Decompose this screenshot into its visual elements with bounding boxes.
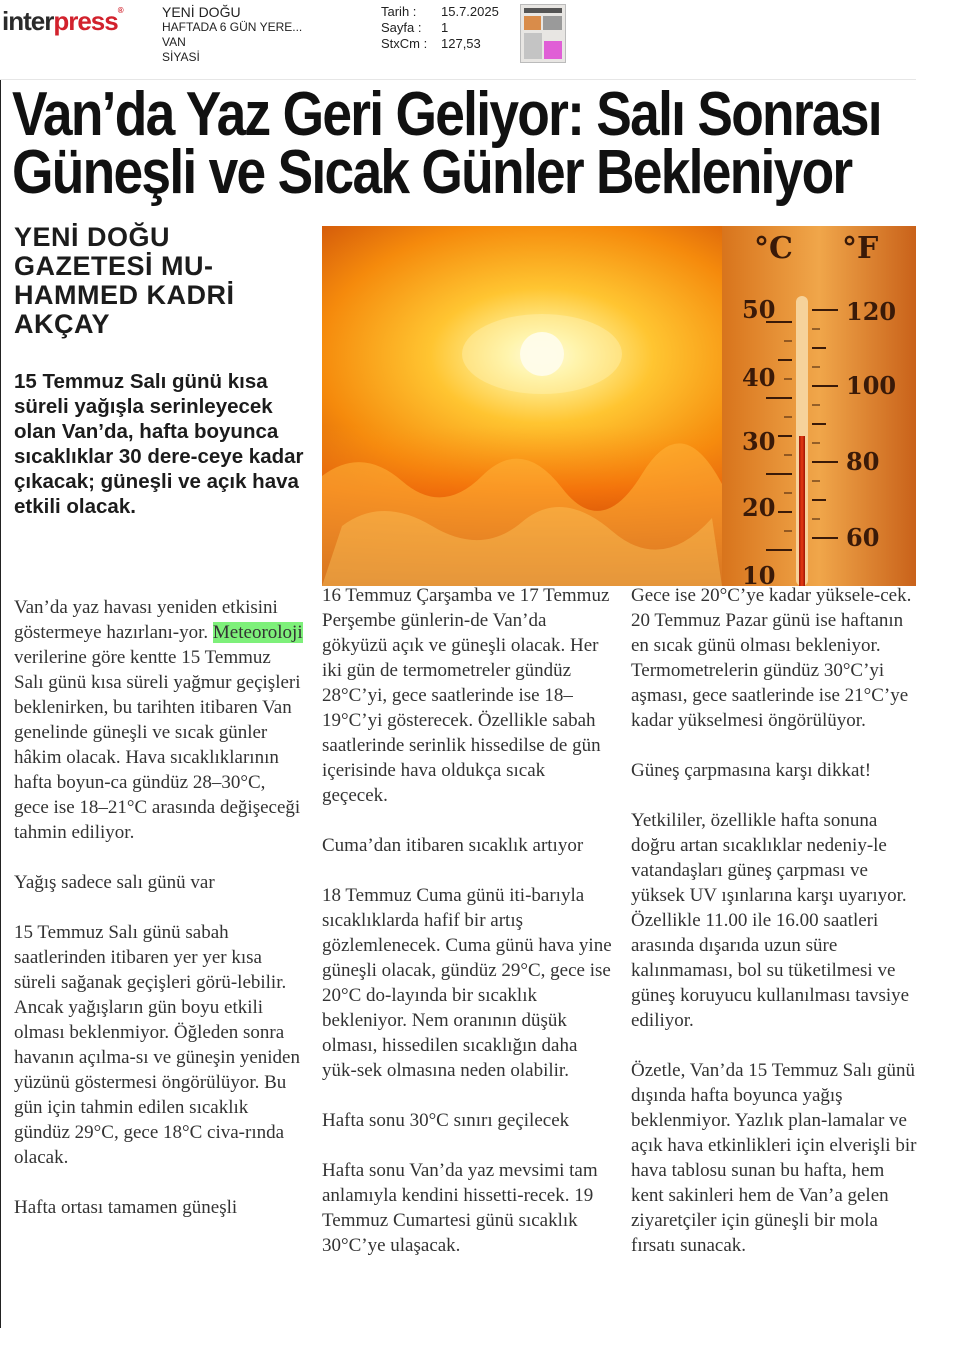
fahrenheit-tick-80: 80 bbox=[846, 447, 880, 476]
page-thumbnail[interactable] bbox=[520, 4, 566, 63]
subheading-midweek: Hafta ortası tamamen güneşli bbox=[14, 1197, 238, 1218]
page-label: Sayfa : bbox=[381, 20, 422, 35]
stxcm-value: 127,53 bbox=[441, 36, 481, 51]
interpress-logo: interpress® bbox=[2, 6, 123, 36]
article-title-line1: Van’da Yaz Geri Geliyor: Salı Sonrası bbox=[12, 80, 881, 149]
clipping-details bbox=[381, 4, 499, 52]
thermometer-celsius-unit: °C bbox=[754, 231, 793, 266]
headline-snippet: HAFTADA 6 GÜN YERE... bbox=[162, 20, 303, 34]
city: VAN bbox=[162, 35, 186, 49]
clipping-border bbox=[0, 80, 1, 1328]
subheading-heatstroke: Güneş çarpmasına karşı dikkat! bbox=[631, 760, 872, 781]
celsius-tick-40: 40 bbox=[742, 363, 776, 392]
date-label: Tarih : bbox=[381, 4, 417, 19]
celsius-tick-10: 10 bbox=[742, 561, 776, 586]
section: SİYASİ bbox=[162, 50, 200, 64]
article-title-line2: Güneşli ve Sıcak Günler Bekleniyor bbox=[12, 138, 852, 207]
celsius-tick-20: 20 bbox=[742, 493, 776, 522]
article-column-2 bbox=[322, 583, 614, 1258]
article-column-3 bbox=[631, 583, 921, 1258]
subheading-weekend: Hafta sonu 30°C sınırı geçilecek bbox=[322, 1110, 570, 1131]
date-value: 15.7.2025 bbox=[441, 4, 499, 19]
paragraph-sunday: Gece ise 20°C’ye kadar yüksele-cek. 20 Temmuz Pazar günü ise haftanın en sıcak günü olması bekleniyor. Termometrelerin gündüz 30°C’yi aşması, gece saatlerinde ise 21°C’ye kadar yükselmesi öngörülüyor. bbox=[631, 585, 912, 731]
paragraph-weekend: Hafta sonu Van’da yaz mevsimi tam anlamıyla kendini hissetti-recek. 19 Temmuz Cumartesi günü sıcaklık 30°C’ye ulaşacak. bbox=[322, 1160, 598, 1256]
subheading-friday: Cuma’dan itibaren sıcaklık artıyor bbox=[322, 835, 584, 856]
paragraph-midweek: 16 Temmuz Çarşamba ve 17 Temmuz Perşembe günlerin-de Van’da gökyüzü açık ve güneşli olacak. Her iki gün de termometreler gündüz 28°C’yi, gece saatlerinde ise 18–19°C’yi gösterecek. Özellikle sabah saatlerinde serinlik hissedilse de gün içerisinde hava oldukça sıcak geçecek. bbox=[322, 585, 610, 806]
paragraph-warning: Yetkililer, özellikle hafta sonuna doğru artan sıcaklıklar nedeniy-le vatandaşları güneş çarpması ve yüksek UV ışınlarına karşı uyarıyor. Özellikle 11.00 ile 16.00 saatleri arasında dışarıda uzun süre kalınmaması, bol su tüketilmesi ve güneş koruyucu kullanılması tavsiye ediliyor. bbox=[631, 810, 910, 1031]
thermometer-fahrenheit-unit: °F bbox=[842, 231, 879, 266]
lead-paragraph: 15 Temmuz Salı günü kısa süreli yağışla serinleyecek olan Van’da, hafta boyunca sıcaklıklar 30 dere-ceye kadar çıkacak; güneşli ve açık hava etkili olacak. bbox=[14, 370, 304, 518]
subheading-rain: Yağış sadece salı günü var bbox=[14, 872, 215, 893]
paragraph-summary: Özetle, Van’da 15 Temmuz Salı günü dışında hafta boyunca yağış beklenmiyor. Yazlık plan-lamalar ve açık hava etkinlikleri için elverişli bir hava tablosu sunan bu hafta, hem kent sakinleri hem de Van’a gelen ziyaretçiler için güneşli bir mola fırsatı sunacak. bbox=[631, 1060, 917, 1256]
paragraph-intro: Van’da yaz havası yeniden etkisini göstermeye hazırlanı-yor. Meteoroloji verilerine göre kentte 15 Temmuz Salı günü kısa süreli yağmur geçişleri beklenirken, bu tarihten itibaren Van genelinde güneşli ve sıcak günler hâkim olacak. Hava sıcaklıklarının hafta boyun-ca gündüz 28–30°C, gece ise 18–21°C arasında değişeceği tahmin ediliyor. bbox=[14, 597, 303, 843]
paragraph-friday: 18 Temmuz Cuma günü iti-barıyla sıcaklıklarda hafif bir artış gözlemlenecek. Cuma günü hava yine güneşli olacak, gündüz 29°C, gece ise 20°C do-layında bir sıcaklık bekleniyor. Nem oranının düşük olması, hissedilen sıcaklığın daha yük-sek olmasına neden olabilir. bbox=[322, 885, 612, 1081]
fahrenheit-tick-60: 60 bbox=[846, 523, 880, 552]
celsius-tick-50: 50 bbox=[742, 295, 776, 324]
clipping-meta bbox=[162, 5, 302, 65]
paragraph-tuesday: 15 Temmuz Salı günü sabah saatlerinden itibaren yer yer kısa süreli sağanak geçişleri görü-lebilir. Ancak yağışların gün boyu etkili olması beklenmiyor. Öğleden sonra havanın açılma-sı ve güneşin yeniden yüzünü göstermesi öngörülüyor. Bu gün için tahmin edilen sıcaklık gündüz 29°C, gece 18°C civa-rında olacak. bbox=[14, 922, 300, 1168]
article-title bbox=[12, 80, 881, 207]
highlighted-keyword: Meteoroloji bbox=[212, 622, 303, 643]
page-value: 1 bbox=[441, 20, 449, 35]
article-photo bbox=[322, 226, 916, 586]
fahrenheit-tick-100: 100 bbox=[846, 371, 897, 400]
publication-name: YENİ DOĞU bbox=[162, 4, 241, 20]
fahrenheit-tick-120: 120 bbox=[846, 297, 897, 326]
celsius-tick-30: 30 bbox=[742, 427, 776, 456]
byline: YENİ DOĞU GAZETESİ MU-HAMMED KADRİ AKÇAY bbox=[14, 222, 235, 339]
article-column-1 bbox=[14, 595, 304, 1220]
stxcm-label: StxCm : bbox=[381, 36, 428, 51]
